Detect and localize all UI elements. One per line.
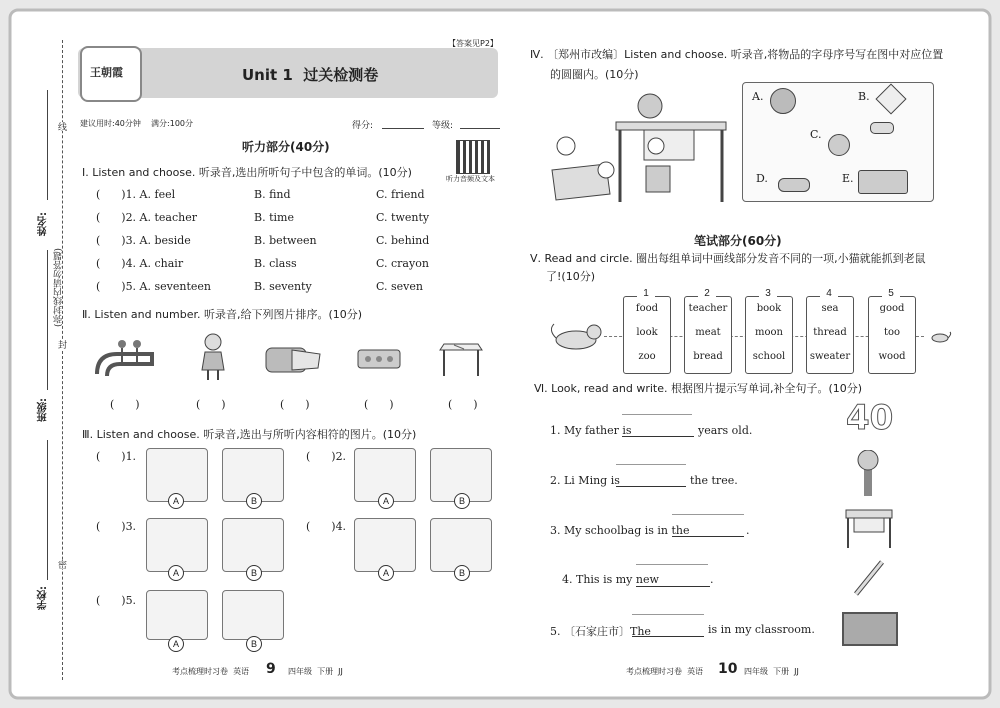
- time-score: 建议用时:40分钟 满分:100分: [80, 119, 194, 128]
- q1-row-option-a: ( )3. A. beside: [96, 234, 191, 247]
- q6-sentence-4-end: .: [710, 573, 714, 586]
- q1-row-option-b: B. time: [254, 211, 294, 224]
- q5-heading-line2: 了!(10分): [546, 270, 595, 283]
- footer-right-grade: 四年级 下册 JJ: [744, 667, 799, 676]
- q6-answer-blank-2b[interactable]: [616, 486, 686, 487]
- word[interactable]: meat: [695, 327, 721, 338]
- name-line: [47, 90, 48, 200]
- footer-left-text: 考点梳理时习卷 英语: [172, 667, 250, 676]
- q1-row: [96, 234, 476, 254]
- binding-xian: 线: [56, 122, 66, 131]
- word-group-number: 2: [698, 288, 716, 302]
- pencil-image: [852, 558, 886, 598]
- word[interactable]: teacher: [688, 303, 728, 314]
- blackboard-image: [842, 612, 898, 646]
- word-group-1: [623, 296, 671, 374]
- binding-mi: 密: [56, 560, 66, 569]
- word[interactable]: too: [883, 327, 901, 338]
- item-label-d: D.: [756, 172, 768, 185]
- item-label-c: C.: [810, 128, 822, 141]
- q1-heading: Ⅰ. Listen and choose. 听录音,选出所听句子中包含的单词。(10分): [82, 166, 412, 179]
- listening-title: 听力部分(40分): [242, 140, 330, 154]
- word-group-4: [806, 296, 854, 374]
- q1-row-option-c: C. behind: [376, 234, 430, 247]
- footer-left-page-number: 9: [266, 661, 276, 677]
- q1-row: [96, 211, 476, 231]
- q2-heading: Ⅱ. Listen and number. 听录音,给下列图片排序。(10分): [82, 308, 363, 321]
- q3-item-4: ( )4.: [306, 520, 347, 533]
- q1-row-option-a: ( )1. A. feel: [96, 188, 176, 201]
- q3-4-option-b-image[interactable]: [430, 518, 492, 572]
- q1-row-option-c: C. seven: [376, 280, 423, 293]
- dancing-children-image: [92, 334, 162, 382]
- school-line: [47, 440, 48, 580]
- q1-row: [96, 257, 476, 277]
- schoolbag-image: [262, 340, 324, 376]
- pencil-case-image: [356, 346, 402, 372]
- q3-5-label-a: A: [168, 636, 184, 652]
- answer-ref: 【答案见P2】: [448, 39, 498, 48]
- q6-sentence-5-start: 5. 〔石家庄市〕The: [550, 625, 651, 638]
- word[interactable]: moon: [755, 327, 783, 338]
- footer-right-page-number: 10: [718, 661, 738, 677]
- q3-item-3: ( )3.: [96, 520, 137, 533]
- q3-1-label-a: A: [168, 493, 184, 509]
- q3-3-label-a: A: [168, 565, 184, 581]
- word[interactable]: bread: [693, 351, 723, 362]
- desk-image: [436, 336, 486, 378]
- q6-heading: Ⅵ. Look, read and write. 根据图片提示写单词,补全句子。(10分): [534, 382, 863, 395]
- writing-title: 笔试部分(60分): [694, 234, 782, 248]
- word-group-2: [684, 296, 732, 374]
- mouse-icon: [930, 330, 952, 344]
- q3-5-option-a-book-image[interactable]: [146, 590, 208, 640]
- q2-blank-3[interactable]: ( ): [280, 398, 310, 411]
- name-label: 姓名:: [38, 212, 49, 236]
- q6-answer-blank-4[interactable]: [636, 564, 708, 565]
- q6-sentence-2-end: the tree.: [690, 474, 738, 487]
- word-group-number: 4: [820, 288, 838, 302]
- word[interactable]: book: [756, 303, 782, 314]
- q6-sentence-1-start: 1. My father is: [550, 424, 632, 437]
- binding-feng: 封: [56, 340, 66, 349]
- score-blank[interactable]: [382, 128, 424, 129]
- q6-answer-blank-5[interactable]: [632, 614, 704, 615]
- girl-image: [196, 332, 230, 382]
- word-group-number: 1: [637, 288, 655, 302]
- page-title: Unit 1 过关检测卷: [242, 66, 379, 84]
- q2-blank-5[interactable]: ( ): [448, 398, 478, 411]
- key-icon: [870, 122, 894, 134]
- q3-4-label-b: B: [454, 565, 470, 581]
- q6-answer-blank-2[interactable]: [616, 464, 686, 465]
- q6-answer-blank-4b[interactable]: [636, 586, 710, 587]
- q3-3-label-b: B: [246, 565, 262, 581]
- q1-row-option-b: B. find: [254, 188, 291, 201]
- qr-caption: 听力音频及文本: [446, 175, 495, 183]
- q6-answer-blank-3[interactable]: [672, 514, 744, 515]
- word[interactable]: sweater: [809, 351, 851, 362]
- line-note: (弥封线内请勿答题): [54, 248, 64, 328]
- room-scene-image: [546, 90, 732, 210]
- q1-row-option-a: ( )2. A. teacher: [96, 211, 197, 224]
- word[interactable]: zoo: [638, 351, 656, 362]
- item-label-a: A.: [752, 90, 764, 103]
- q3-item-1: ( )1.: [96, 450, 137, 463]
- word[interactable]: sea: [821, 303, 839, 314]
- q3-3-option-a-image[interactable]: [146, 518, 208, 572]
- binding-line: [62, 40, 63, 680]
- q4-heading-line2: 的圆圈内。(10分): [550, 68, 639, 81]
- logo-text: 王朝霞: [90, 66, 123, 79]
- word-group-5: [868, 296, 916, 374]
- item-label-b: B.: [858, 90, 870, 103]
- q3-4-option-a-image[interactable]: [354, 518, 416, 572]
- q1-row-option-a: ( )5. A. seventeen: [96, 280, 211, 293]
- q3-4-label-a: A: [378, 565, 394, 581]
- word[interactable]: look: [636, 327, 658, 338]
- q3-item-2: ( )2.: [306, 450, 347, 463]
- q6-sentence-5-end: is in my classroom.: [708, 623, 815, 636]
- score-label: 得分:: [352, 121, 374, 131]
- boy-behind-tree-image: [850, 450, 886, 496]
- desk-with-bag-image: [844, 504, 894, 550]
- word[interactable]: good: [879, 303, 905, 314]
- q4-heading-line1: Ⅳ. 〔郑州市改编〕Listen and choose. 听录音,将物品的字母序号写在图中对应位置: [530, 48, 944, 61]
- q2-blank-2[interactable]: ( ): [196, 398, 226, 411]
- cat-icon: [548, 320, 604, 354]
- class-line: [47, 250, 48, 390]
- grade-blank[interactable]: [460, 128, 500, 129]
- ball-icon: [770, 88, 796, 114]
- qr-code[interactable]: [456, 140, 490, 174]
- word[interactable]: thread: [813, 327, 847, 338]
- q3-5-label-b: B: [246, 636, 262, 652]
- word[interactable]: food: [635, 303, 659, 314]
- q6-answer-blank-1[interactable]: [622, 414, 692, 415]
- q3-3-option-b-image[interactable]: [222, 518, 284, 572]
- q6-sentence-4-start: 4. This is my new: [562, 573, 659, 586]
- grade-label: 等级:: [432, 121, 454, 131]
- q6-answer-blank-1b[interactable]: [622, 436, 694, 437]
- q5-heading-line1: Ⅴ. Read and circle. 圈出每组单词中画线部分发音不同的一项,小猫就能抓到老鼠: [530, 252, 926, 265]
- bus-icon: [858, 170, 908, 194]
- school-label: 学校:: [38, 586, 49, 610]
- q3-5-option-b-pen-image[interactable]: [222, 590, 284, 640]
- word-group-3: [745, 296, 793, 374]
- q1-row-option-b: B. class: [254, 257, 297, 270]
- q2-blank-1[interactable]: ( ): [110, 398, 140, 411]
- footer-right-text: 考点梳理时习卷 英语: [626, 667, 704, 676]
- word-group-number: 5: [882, 288, 900, 302]
- q1-row-option-b: B. seventy: [254, 280, 312, 293]
- q6-sentence-3-end: .: [746, 524, 750, 537]
- q1-row: [96, 188, 476, 208]
- q6-answer-blank-5b[interactable]: [632, 636, 704, 637]
- q6-sentence-3-start: 3. My schoolbag is in the: [550, 524, 690, 537]
- q6-sentence-1-end: years old.: [698, 424, 753, 437]
- q1-row-option-a: ( )4. A. chair: [96, 257, 184, 270]
- q1-row-option-c: C. twenty: [376, 211, 430, 224]
- q1-row-option-c: C. crayon: [376, 257, 429, 270]
- candy-icon: [778, 178, 810, 192]
- apple-icon: [828, 134, 850, 156]
- q3-heading: Ⅲ. Listen and choose. 听录音,选出与所听内容相符的图片。(10分): [82, 428, 417, 441]
- q2-blank-4[interactable]: ( ): [364, 398, 394, 411]
- word[interactable]: wood: [878, 351, 906, 362]
- class-label: 班级:: [38, 398, 49, 422]
- q1-row-option-c: C. friend: [376, 188, 425, 201]
- q3-item-5: ( )5.: [96, 594, 137, 607]
- footer-left-grade: 四年级 下册 JJ: [288, 667, 343, 676]
- q3-2-label-a: A: [378, 493, 394, 509]
- q6-answer-blank-3b[interactable]: [672, 536, 744, 537]
- word-group-number: 3: [759, 288, 777, 302]
- q6-sentence-2-start: 2. Li Ming is: [550, 474, 620, 487]
- q3-1-label-b: B: [246, 493, 262, 509]
- item-label-e: E.: [842, 172, 854, 185]
- number-forty-image: 40: [846, 398, 894, 438]
- word[interactable]: school: [752, 351, 786, 362]
- q1-row: [96, 280, 476, 300]
- q3-2-label-b: B: [454, 493, 470, 509]
- q1-row-option-b: B. between: [254, 234, 317, 247]
- publisher-logo: [80, 46, 142, 102]
